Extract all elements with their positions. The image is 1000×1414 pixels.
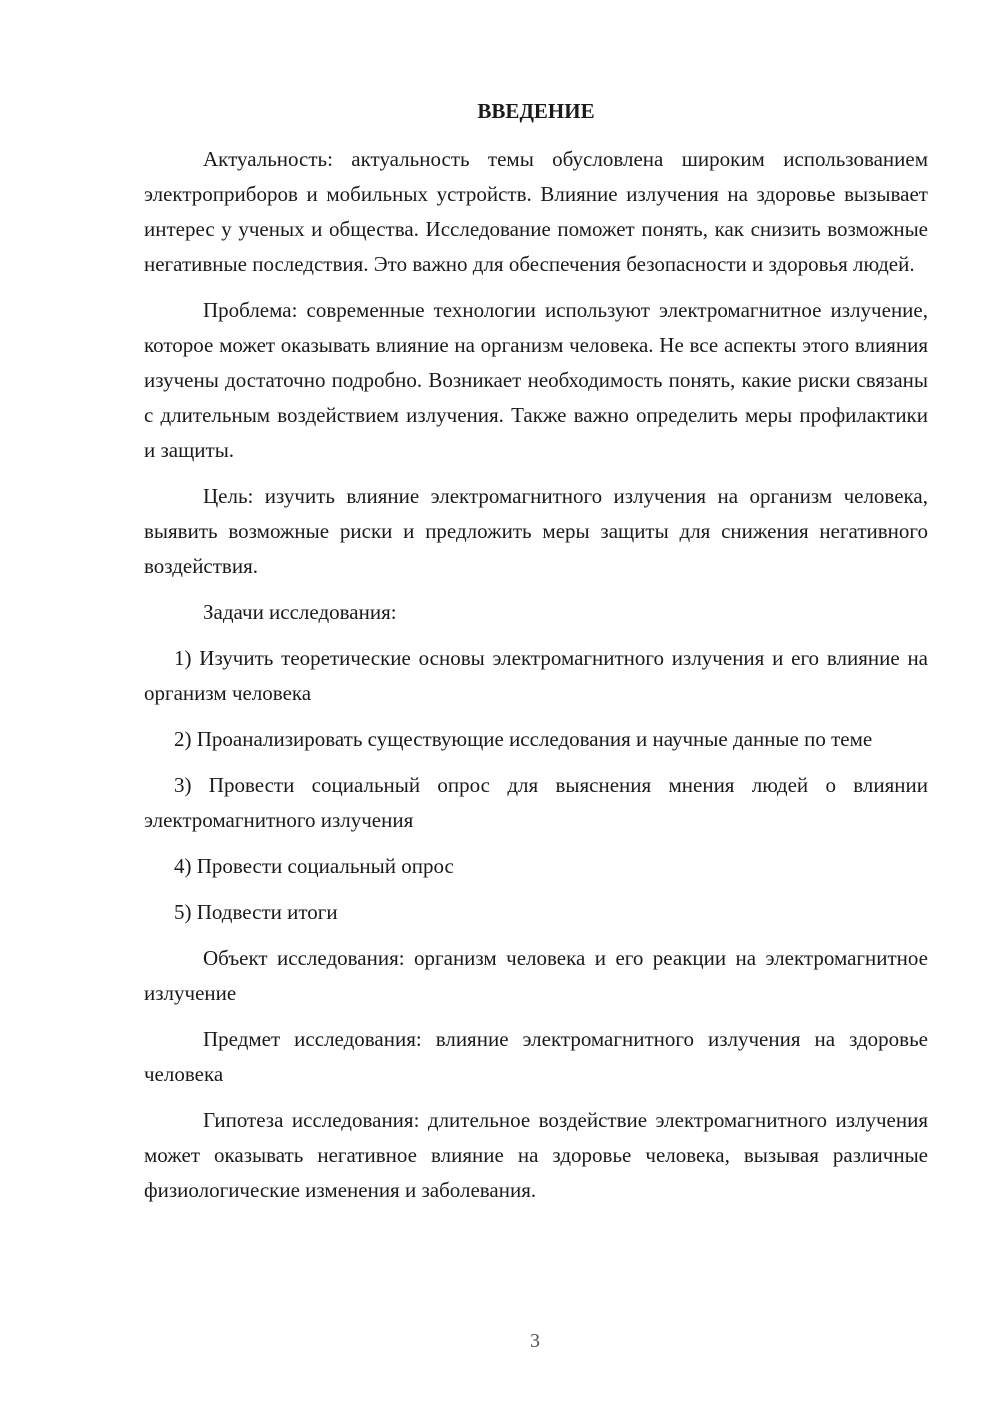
task-item-1: 1) Изучить теоретические основы электромагнитного излучения и его влияние на организм человека xyxy=(144,646,928,705)
task-item-4: 4) Провести социальный опрос xyxy=(174,854,454,878)
tasks-heading: Задачи исследования: xyxy=(203,600,397,624)
relevance-paragraph: Актуальность: актуальность темы обусловлена широким использованием электроприборов и мобильных устройств. Влияние излучения на здоровье вызывает интерес у ученых и общества. Исследование поможет понять, как снизить возможные негативные последствия. Это важно для обеспечения безопасности и здоровья людей. xyxy=(144,147,928,276)
document-page xyxy=(144,94,928,1219)
subject-paragraph: Предмет исследования: влияние электромагнитного излучения на здоровье человека xyxy=(144,1027,928,1086)
problem-paragraph: Проблема: современные технологии используют электромагнитное излучение, которое может оказывать влияние на организм человека. Не все аспекты этого влияния изучены достаточно подробно. Возникает необходимость понять, какие риски связаны с длительным воздействием излучения. Также важно определить меры профилактики и защиты. xyxy=(144,298,928,462)
section-title: ВВЕДЕНИЕ xyxy=(477,99,595,123)
hypothesis-paragraph: Гипотеза исследования: длительное воздействие электромагнитного излучения может оказывать негативное влияние на здоровье человека, вызывая различные физиологические изменения и заболевания. xyxy=(144,1108,928,1202)
task-item-3: 3) Провести социальный опрос для выяснения мнения людей о влиянии электромагнитного излучения xyxy=(144,773,928,832)
page-number: 3 xyxy=(530,1330,540,1352)
goal-paragraph: Цель: изучить влияние электромагнитного излучения на организм человека, выявить возможные риски и предложить меры защиты для снижения негативного воздействия. xyxy=(144,484,928,578)
task-item-5: 5) Подвести итоги xyxy=(174,900,338,924)
object-paragraph: Объект исследования: организм человека и его реакции на электромагнитное излучение xyxy=(144,946,928,1005)
task-item-2: 2) Проанализировать существующие исследования и научные данные по теме xyxy=(174,727,873,751)
